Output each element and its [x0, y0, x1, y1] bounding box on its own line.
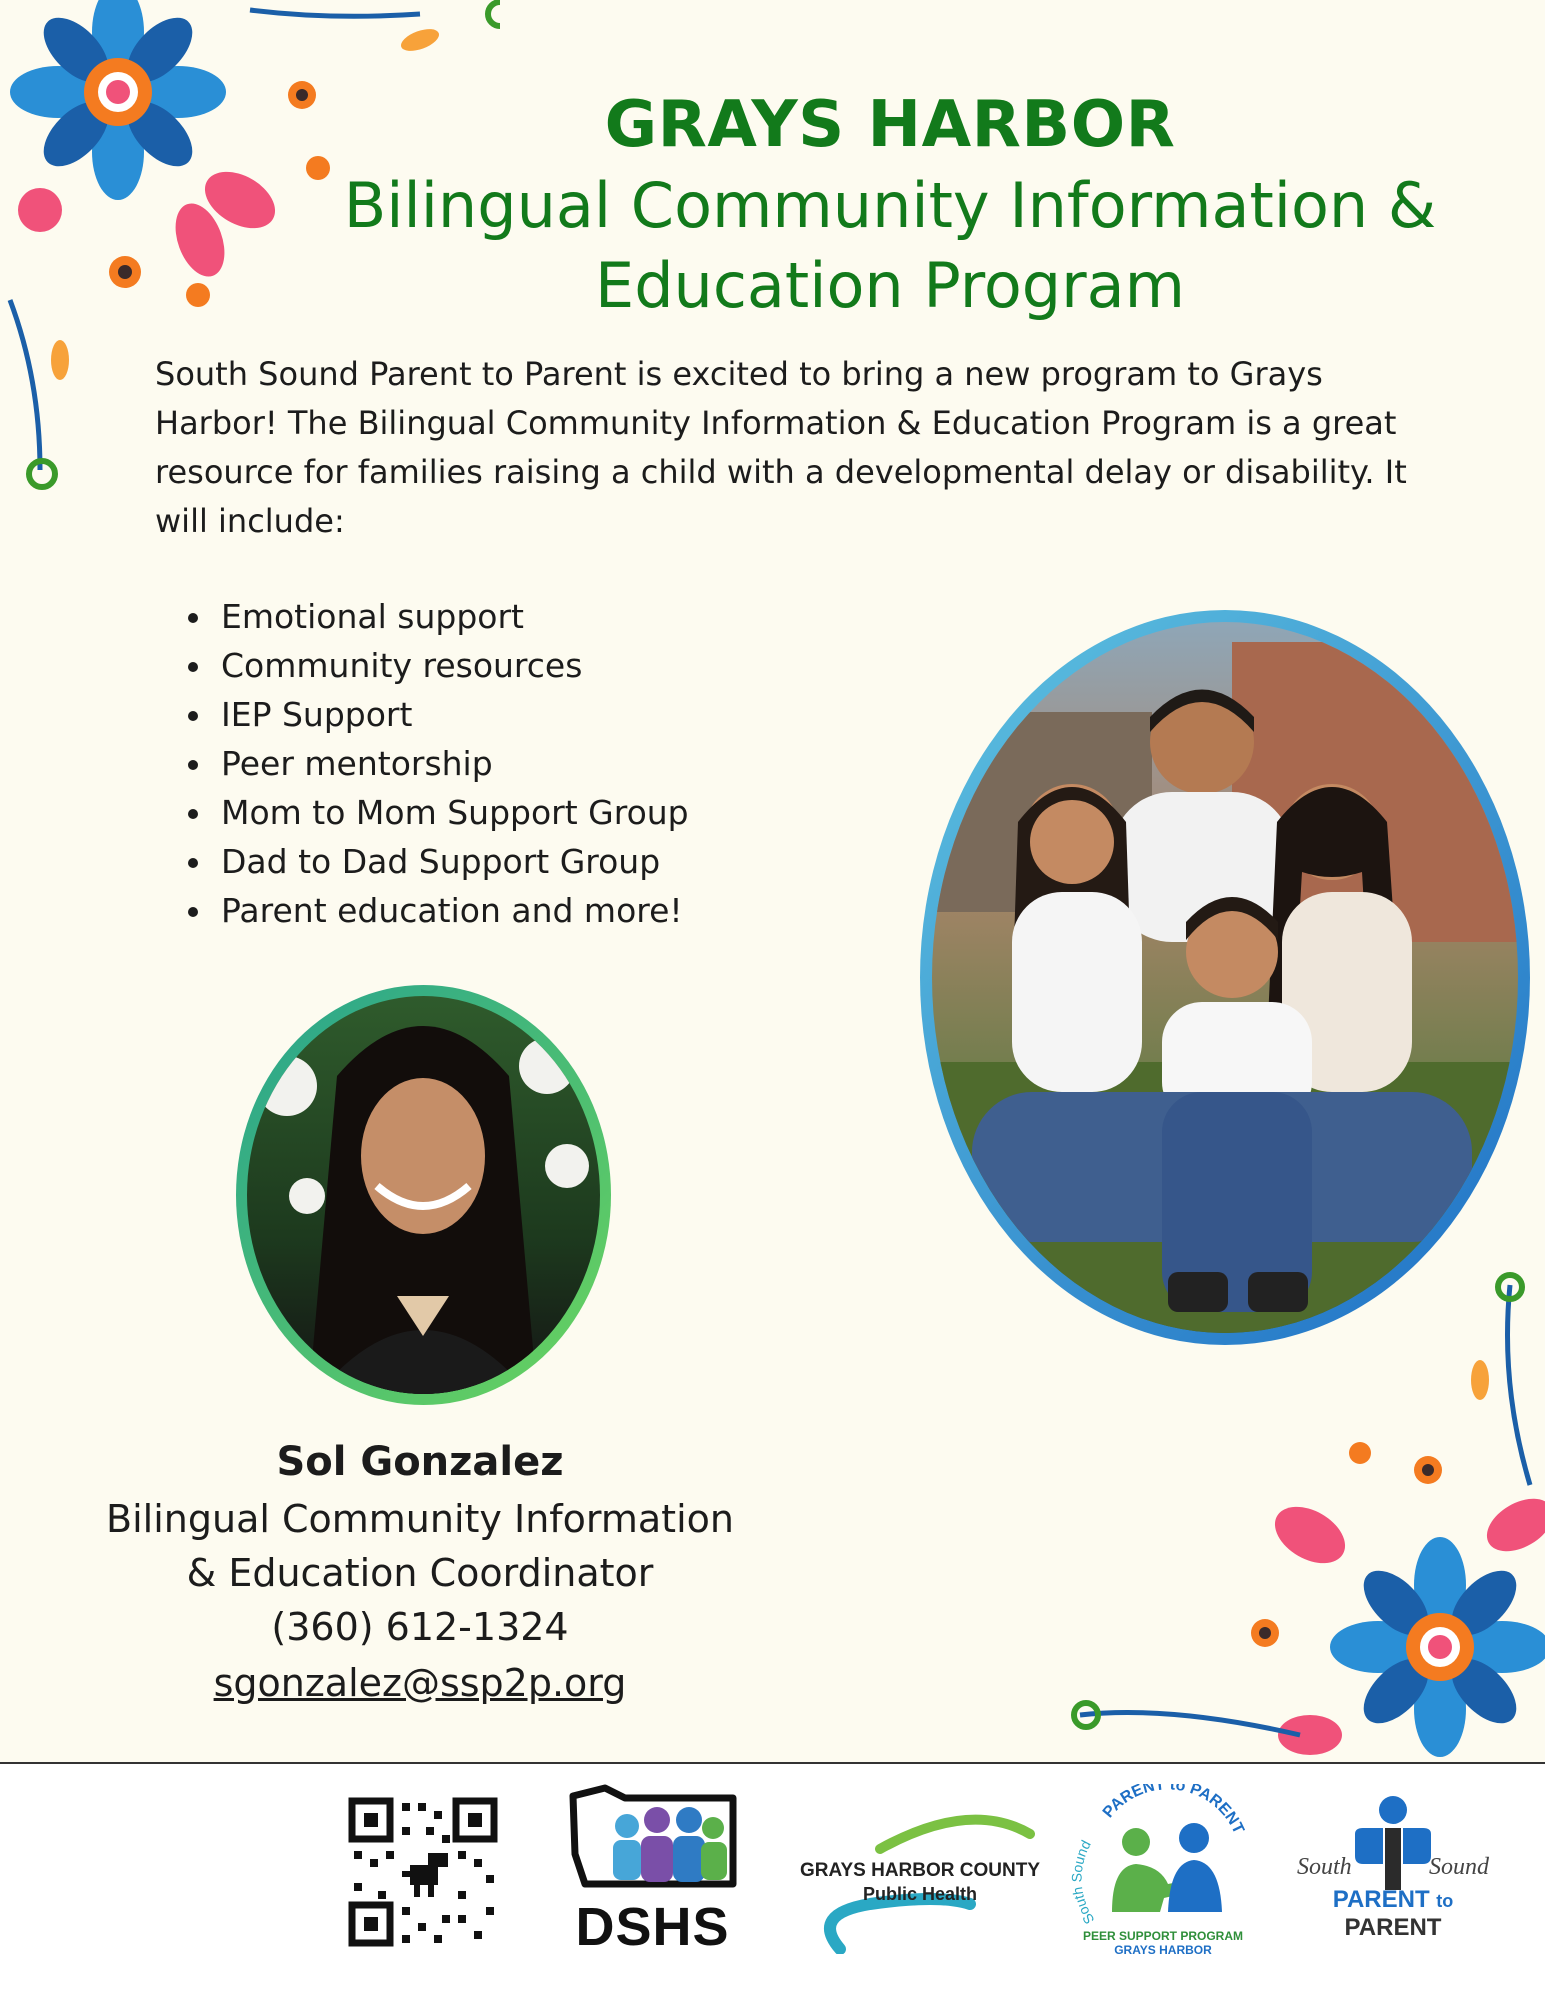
peer-logo-arc-left: South Sound — [1068, 1837, 1098, 1924]
peer-support-icon — [1068, 1784, 1258, 1924]
list-item: • Peer mentorship — [215, 739, 689, 788]
dshs-logo — [565, 1784, 740, 1957]
ss-logo-parent-1: PARENT — [1332, 1886, 1430, 1913]
coordinator-contact — [60, 1432, 780, 1712]
coordinator-photo — [236, 985, 611, 1405]
program-location-title: GRAYS HARBOR — [604, 88, 1176, 162]
family-photo-image — [932, 622, 1518, 1333]
dshs-logo-text: DSHS — [575, 1897, 730, 1957]
coordinator-role-line-1: Bilingual Community Information — [106, 1497, 734, 1541]
person-silhouette-icon — [247, 996, 600, 1394]
qr-code-icon[interactable] — [348, 1797, 498, 1947]
gh-logo-line-1: GRAYS HARBOR COUNTY — [800, 1860, 1040, 1881]
south-sound-parent-to-parent-logo — [1283, 1794, 1503, 1954]
family-silhouette-icon — [932, 622, 1518, 1333]
program-name-title — [340, 166, 1440, 326]
list-item: • Emotional support — [215, 592, 689, 641]
ss-logo-parent-2: PARENT — [1344, 1914, 1442, 1941]
intro-paragraph: South Sound Parent to Parent is excited to bring a new program to Grays Harbor! The Bilingual Community Information & Education Program is a great resource for families raising a child with a developmental delay or disability. It will include: — [155, 355, 1407, 540]
floral-decoration-bottom-right — [1060, 1265, 1545, 1765]
svg-text:PARENT to PARENT — [1100, 1784, 1247, 1837]
peer-logo-arc-top: PARENT to PARENT — [1099, 1784, 1247, 1837]
program-name-line-1: Bilingual Community Information & — [343, 169, 1437, 242]
coordinator-name: Sol Gonzalez — [276, 1439, 564, 1485]
ss-logo-south: South — [1297, 1854, 1352, 1880]
peer-logo-line-1: PEER SUPPORT PROGRAM — [1082, 1929, 1244, 1943]
list-item: • Community resources — [215, 641, 689, 690]
coordinator-email-link[interactable]: sgonzalez@ssp2p.org — [213, 1661, 627, 1705]
ss-logo-to: to — [1436, 1891, 1454, 1911]
flower-icon — [1074, 1275, 1545, 1757]
coordinator-photo-image — [247, 996, 600, 1394]
footer-logos — [0, 1764, 1545, 1999]
list-item: • Dad to Dad Support Group — [215, 837, 689, 886]
list-item: • Mom to Mom Support Group — [215, 788, 689, 837]
peer-support-program-logo — [1068, 1784, 1258, 1964]
family-photo — [920, 610, 1530, 1345]
list-item: • IEP Support — [215, 690, 689, 739]
peer-logo-line-2: GRAYS HARBOR — [1114, 1943, 1212, 1957]
list-item: • Parent education and more! — [215, 886, 689, 935]
ss-logo-parent-to-parent — [1283, 1886, 1503, 1942]
gh-logo-line-2: Public Health — [862, 1884, 978, 1904]
grays-harbor-public-health-logo — [790, 1804, 1050, 1954]
ss-logo-sound: Sound — [1429, 1854, 1489, 1880]
coordinator-role-line-2: & Education Coordinator — [186, 1551, 654, 1595]
svg-text:South Sound — [1069, 1838, 1098, 1924]
program-name-line-2: Education Program — [595, 249, 1185, 322]
services-list — [155, 592, 689, 935]
coordinator-phone: (360) 612-1324 — [271, 1605, 569, 1649]
washington-state-people-icon — [565, 1784, 740, 1894]
